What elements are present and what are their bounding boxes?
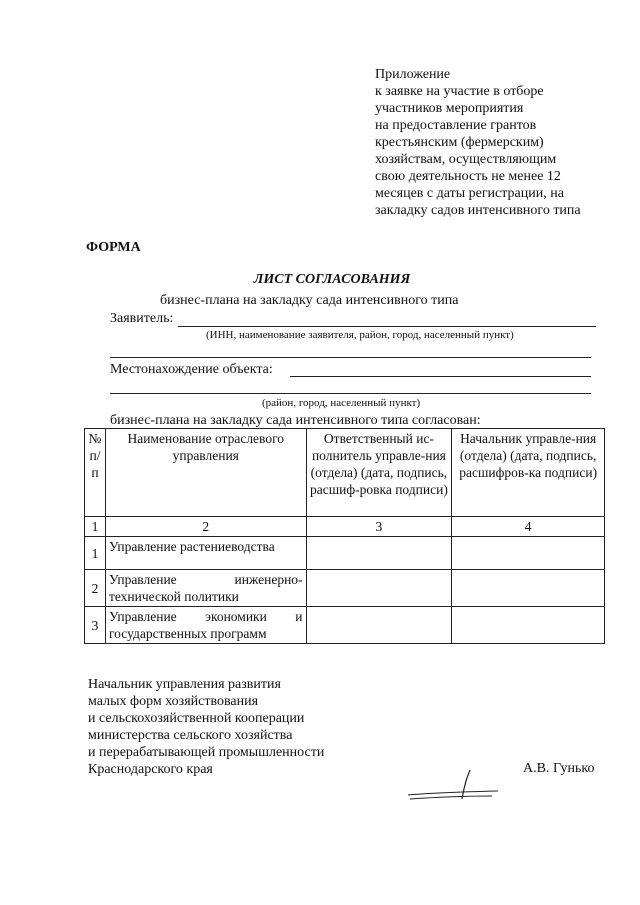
handwritten-signature bbox=[400, 765, 510, 805]
numbering-cell: 2 bbox=[105, 517, 306, 537]
approval-table bbox=[84, 428, 605, 644]
location-label: Местонахождение объекта: bbox=[110, 362, 273, 377]
applicant-field-line[interactable] bbox=[178, 326, 596, 327]
row-executor-cell[interactable] bbox=[306, 537, 452, 570]
signatory-name: А.В. Гунько bbox=[523, 761, 595, 776]
numbering-cell: 1 bbox=[85, 517, 106, 537]
row-department-line: Управление инженерно- bbox=[108, 572, 303, 587]
appendix-line: свою деятельность не менее 12 bbox=[375, 169, 561, 184]
row-number: 2 bbox=[85, 570, 106, 607]
header-chief: Начальник управле-ния (отдела) (дата, подпись, расшифров-ка подписи) bbox=[452, 429, 605, 517]
row-number: 3 bbox=[85, 607, 106, 644]
appendix-line: закладку садов интенсивного типа bbox=[375, 203, 581, 218]
row-executor-cell[interactable] bbox=[306, 607, 452, 644]
row-department bbox=[105, 607, 306, 644]
applicant-field-line-2[interactable] bbox=[110, 357, 591, 358]
form-label: ФОРМА bbox=[86, 240, 141, 255]
row-chief-cell[interactable] bbox=[452, 607, 605, 644]
appendix-note bbox=[375, 66, 625, 219]
table-row bbox=[85, 537, 605, 570]
appendix-line: хозяйствам, осуществляющим bbox=[375, 152, 557, 167]
applicant-label: Заявитель: bbox=[110, 311, 174, 326]
table-header-row bbox=[85, 429, 605, 517]
header-number: № п/п bbox=[85, 429, 106, 517]
footer-position bbox=[88, 676, 324, 778]
location-field-line[interactable] bbox=[290, 376, 591, 377]
row-department-line: технической политики bbox=[108, 589, 239, 604]
appendix-line: Приложение bbox=[375, 67, 451, 82]
footer-line: малых форм хозяйствования bbox=[88, 694, 259, 709]
header-department: Наименование отраслевого управления bbox=[105, 429, 306, 517]
row-number: 1 bbox=[85, 537, 106, 570]
row-department bbox=[105, 537, 306, 570]
footer-line: и перерабатывающей промышленности bbox=[88, 745, 325, 760]
appendix-line: на предоставление грантов bbox=[375, 118, 537, 133]
footer-line: и сельскохозяйственной кооперации bbox=[88, 711, 305, 726]
row-department bbox=[105, 570, 306, 607]
agreed-line: бизнес-плана на закладку сада интенсивного типа согласован: bbox=[110, 413, 481, 428]
numbering-cell: 4 bbox=[452, 517, 605, 537]
header-executor: Ответственный ис-полнитель управле-ния (отдела) (дата, подпись, расшиф-ровка подписи) bbox=[306, 429, 452, 517]
table-row bbox=[85, 570, 605, 607]
table-numbering-row bbox=[85, 517, 605, 537]
document-subtitle: бизнес-плана на закладку сада интенсивного типа bbox=[160, 293, 459, 308]
appendix-line: крестьянским (фермерским) bbox=[375, 135, 544, 150]
document-title-text: ЛИСТ СОГЛАСОВАНИЯ bbox=[253, 272, 411, 287]
appendix-line: к заявке на участие в отборе bbox=[375, 84, 544, 99]
footer-line: Начальник управления развития bbox=[88, 677, 281, 692]
row-executor-cell[interactable] bbox=[306, 570, 452, 607]
location-hint: (район, город, населенный пункт) bbox=[262, 397, 421, 409]
row-chief-cell[interactable] bbox=[452, 537, 605, 570]
applicant-hint: (ИНН, наименование заявителя, район, город, населенный пункт) bbox=[206, 329, 514, 341]
row-department-line: Управление экономики и bbox=[108, 609, 303, 624]
row-chief-cell[interactable] bbox=[452, 570, 605, 607]
appendix-line: участников мероприятия bbox=[375, 101, 524, 116]
footer-line: министерства сельского хозяйства bbox=[88, 728, 293, 743]
location-field-line-2[interactable] bbox=[110, 393, 591, 394]
appendix-line: месяцев с даты регистрации, на bbox=[375, 186, 564, 201]
numbering-cell: 3 bbox=[306, 517, 452, 537]
footer-line: Краснодарского края bbox=[88, 762, 213, 777]
document-title bbox=[0, 272, 640, 288]
row-department-line: государственных программ bbox=[108, 626, 267, 641]
row-department-line: Управление растениеводства bbox=[108, 539, 275, 554]
table-row bbox=[85, 607, 605, 644]
